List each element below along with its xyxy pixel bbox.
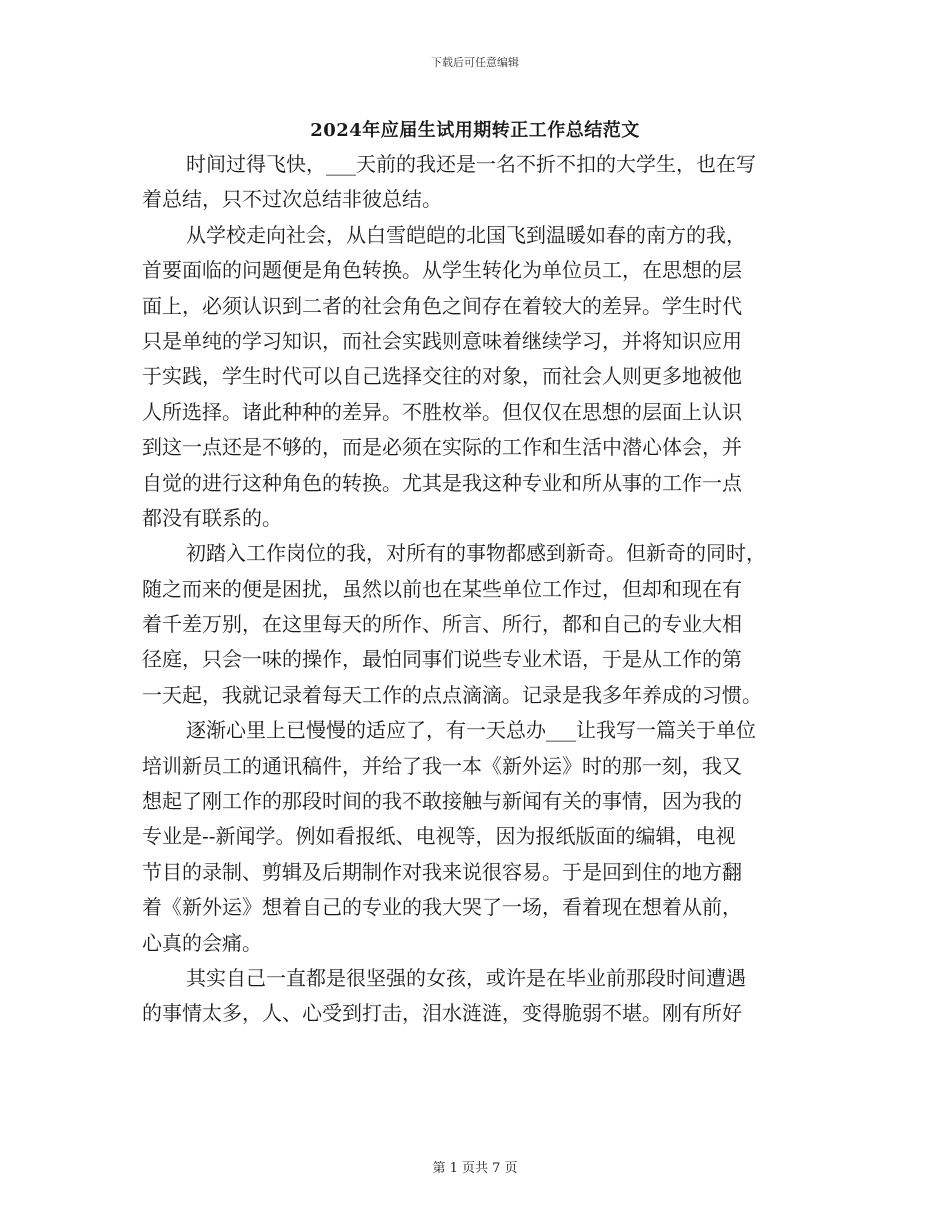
text-line: 自觉的进行这种角色的转换。尤其是我这种专业和所从事的工作一点 bbox=[142, 470, 742, 495]
text-line: 着《新外运》想着自己的专业的我大哭了一场，看着现在想着从前， bbox=[142, 895, 742, 920]
text-line: 初踏入工作岗位的我，对所有的事物都感到新奇。但新奇的同时， bbox=[186, 541, 766, 566]
text-line: 着总结，只不过次总结非彼总结。 bbox=[142, 187, 442, 212]
document-title: 2024年应届生试用期转正工作总结范文 bbox=[310, 120, 640, 141]
text-line: 面上，必须认识到二者的社会角色之间存在着较大的差异。学生时代 bbox=[142, 293, 742, 318]
text-line: 到这一点还是不够的，而是必须在实际的工作和生活中潜心体会，并 bbox=[142, 435, 742, 460]
text-line: 只是单纯的学习知识，而社会实践则意味着继续学习，并将知识应用 bbox=[142, 328, 742, 353]
text-line: 人所选择。诸此种种的差异。不胜枚举。但仅仅在思想的层面上认识 bbox=[142, 399, 742, 424]
text-line: 节目的录制、剪辑及后期制作对我来说很容易。于是回到住的地方翻 bbox=[142, 859, 742, 884]
text-line: 从学校走向社会，从白雪皑皑的北国飞到温暖如春的南方的我， bbox=[186, 222, 746, 247]
text-line: 的事情太多，人、心受到打击，泪水涟涟，变得脆弱不堪。刚有所好 bbox=[142, 1001, 742, 1026]
text-line: 培训新员工的通讯稿件，并给了我一本《新外运》时的那一刻，我又 bbox=[142, 753, 742, 778]
text-line: 都没有联系的。 bbox=[142, 505, 282, 530]
text-line: 逐渐心里上已慢慢的适应了，有一天总办___让我写一篇关于单位 bbox=[186, 718, 756, 743]
text-line: 首要面临的问题便是角色转换。从学生转化为单位员工，在思想的层 bbox=[142, 258, 742, 283]
text-line: 径庭，只会一味的操作，最怕同事们说些专业术语，于是从工作的第 bbox=[142, 647, 742, 672]
text-line: 专业是--新闻学。例如看报纸、电视等，因为报纸版面的编辑，电视 bbox=[142, 824, 736, 849]
text-line: 其实自己一直都是很坚强的女孩，或许是在毕业前那段时间遭遇 bbox=[186, 965, 746, 990]
text-line: 着千差万别，在这里每天的所作、所言、所行，都和自己的专业大相 bbox=[142, 612, 742, 637]
text-line: 随之而来的便是困扰，虽然以前也在某些单位工作过，但却和现在有 bbox=[142, 576, 742, 601]
text-line: 一天起，我就记录着每天工作的点点滴滴。记录是我多年养成的习惯。 bbox=[142, 682, 762, 707]
text-line: 心真的会痛。 bbox=[142, 930, 262, 955]
text-line: 时间过得飞快，___天前的我还是一名不折不扣的大学生，也在写 bbox=[186, 152, 756, 176]
text-line: 于实践，学生时代可以自己选择交往的对象，而社会人则更多地被他 bbox=[142, 364, 742, 389]
text-line: 想起了刚工作的那段时间的我不敢接触与新闻有关的事情，因为我的 bbox=[142, 789, 742, 814]
page-number-footer: 第 1 页共 7 页 bbox=[432, 1161, 518, 1176]
header-note: 下载后可任意编辑 bbox=[431, 56, 519, 69]
document-body bbox=[142, 147, 806, 1032]
